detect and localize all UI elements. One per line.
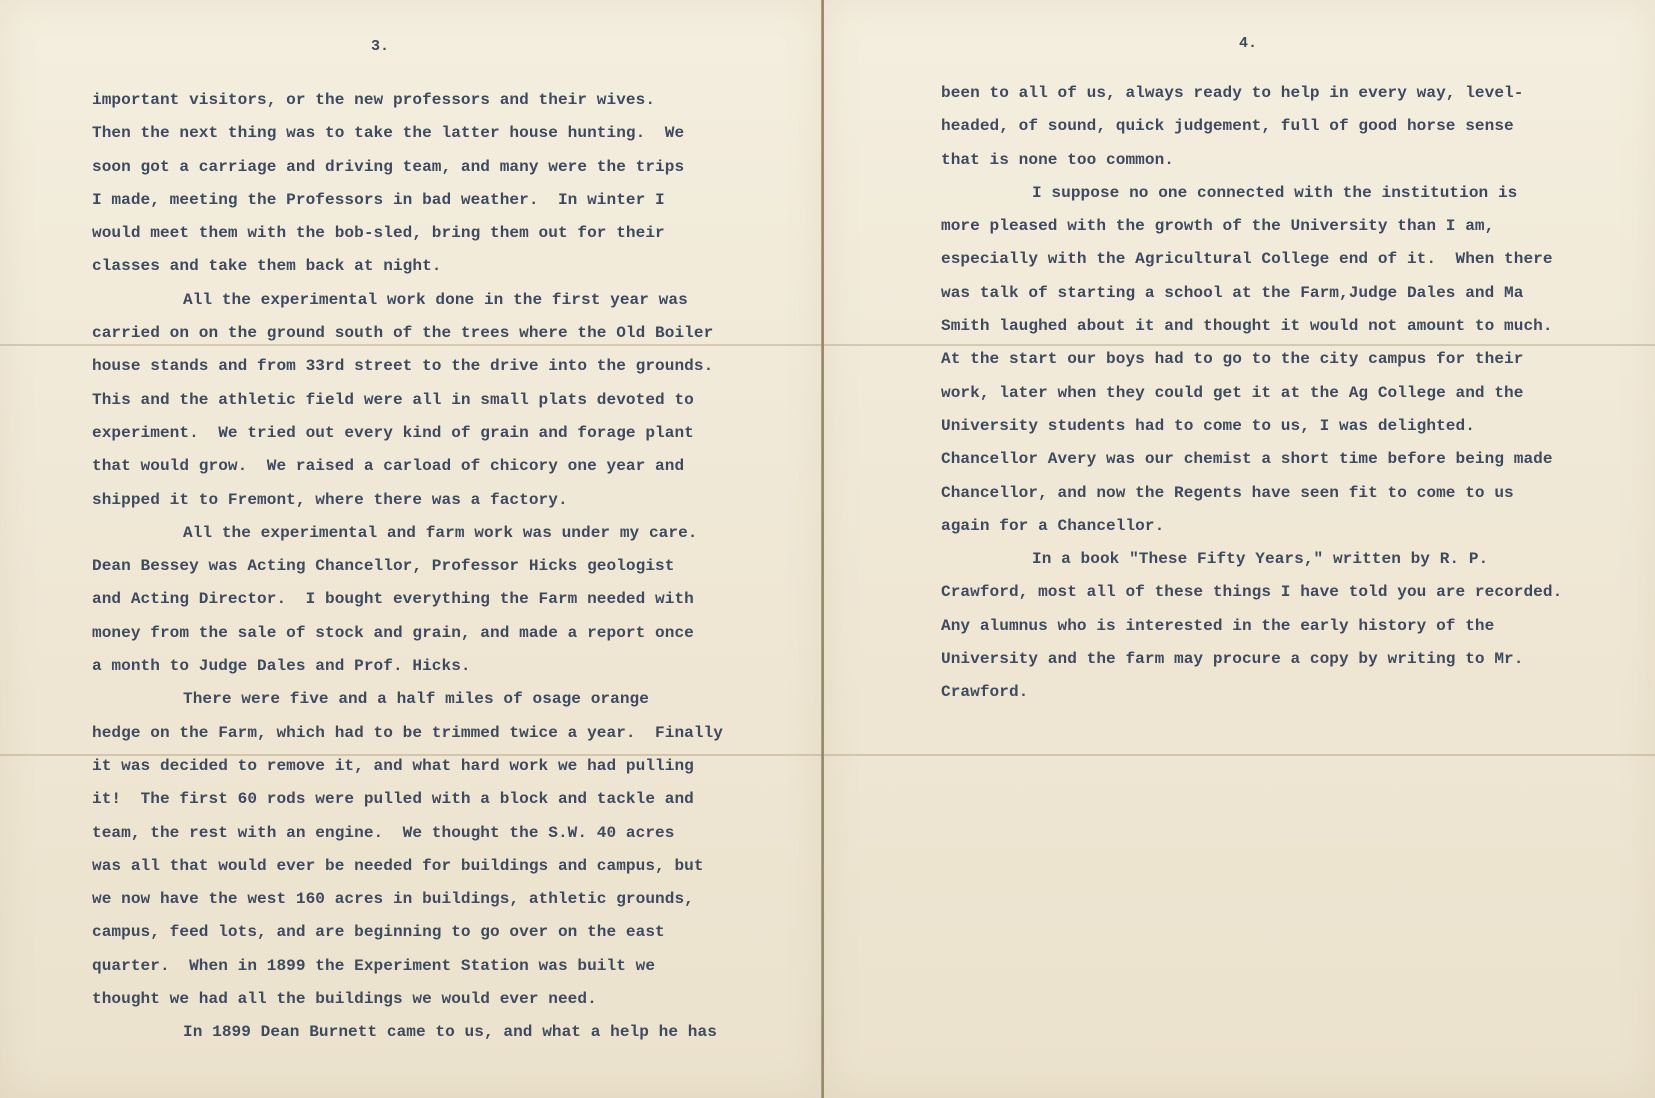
text-line: more pleased with the growth of the University than I am, — [941, 217, 1495, 236]
text-line: especially with the Agricultural College end of it. When there — [941, 250, 1553, 269]
text-line: work, later when they could get it at the Ag College and the — [941, 383, 1524, 402]
text-line: it was decided to remove it, and what hard work we had pulling — [92, 756, 694, 775]
text-line: I made, meeting the Professors in bad weather. In winter I — [92, 190, 665, 209]
page-4-body — [941, 77, 1562, 710]
text-line: that would grow. We raised a carload of chicory one year and — [92, 457, 685, 476]
text-line: This and the athletic field were all in small plats devoted to — [92, 390, 694, 409]
page-3 — [0, 0, 822, 1098]
text-line: it! The first 60 rods were pulled with a block and tackle and — [92, 790, 694, 809]
text-line: was all that would ever be needed for buildings and campus, but — [92, 856, 704, 875]
text-line: house stands and from 33rd street to the drive into the grounds. — [92, 357, 714, 376]
text-line: University students had to come to us, I was delighted. — [941, 416, 1475, 435]
text-line: we now have the west 160 acres in buildings, athletic grounds, — [92, 890, 694, 909]
text-line: would meet them with the bob-sled, bring them out for their — [92, 224, 665, 243]
text-line: In 1899 Dean Burnett came to us, and what a help he has — [183, 1023, 717, 1042]
text-line: There were five and a half miles of osage orange — [183, 690, 649, 709]
text-line: headed, of sound, quick judgement, full of good horse sense — [941, 117, 1514, 136]
text-line: At the start our boys had to go to the city campus for their — [941, 350, 1524, 369]
text-line: In a book "These Fifty Years," written by R. P. — [1032, 550, 1489, 569]
text-line: and Acting Director. I bought everything the Farm needed with — [92, 590, 694, 609]
text-line: was talk of starting a school at the Farm,Judge Dales and Ma — [941, 283, 1524, 302]
text-line: Chancellor Avery was our chemist a short time before being made — [941, 450, 1553, 469]
text-line: campus, feed lots, and are beginning to go over on the east — [92, 923, 665, 942]
text-line: important visitors, or the new professors and their wives. — [92, 91, 656, 109]
text-line: Crawford, most all of these things I have told you are recorded. — [941, 583, 1563, 602]
page-number: 4. — [1239, 35, 1258, 52]
text-line: money from the sale of stock and grain, and made a report once — [92, 623, 694, 642]
page-4 — [824, 0, 1655, 1098]
text-line: a month to Judge Dales and Prof. Hicks. — [92, 657, 471, 676]
text-line: All the experimental and farm work was under my care. — [183, 523, 698, 542]
text-line: classes and take them back at night. — [92, 257, 442, 276]
page-number: 3. — [371, 38, 390, 55]
text-line: University and the farm may procure a copy by writing to Mr. — [941, 650, 1524, 669]
text-line: soon got a carriage and driving team, and many were the trips — [92, 157, 685, 176]
text-line: thought we had all the buildings we would ever need. — [92, 990, 597, 1009]
text-line: again for a Chancellor. — [941, 516, 1165, 535]
text-line: Smith laughed about it and thought it would not amount to much. — [941, 317, 1553, 336]
text-line: experiment. We tried out every kind of grain and forage plant — [92, 423, 694, 442]
paper-fold-line — [0, 344, 1655, 346]
text-line: Dean Bessey was Acting Chancellor, Professor Hicks geologist — [92, 557, 675, 576]
text-line: All the experimental work done in the first year was — [183, 290, 688, 309]
text-line: I suppose no one connected with the institution is — [1032, 183, 1518, 202]
text-line: been to all of us, always ready to help in every way, level- — [941, 84, 1524, 102]
text-line: hedge on the Farm, which had to be trimmed twice a year. Finally — [92, 723, 724, 742]
text-line: quarter. When in 1899 the Experiment Station was built we — [92, 956, 656, 975]
text-line: team, the rest with an engine. We thought the S.W. 40 acres — [92, 823, 675, 842]
text-line: Then the next thing was to take the latter house hunting. We — [92, 124, 685, 143]
text-line: Crawford. — [941, 683, 1029, 702]
text-line: that is none too common. — [941, 150, 1174, 169]
page-3-body — [92, 84, 723, 1050]
text-line: Any alumnus who is interested in the early history of the — [941, 616, 1495, 635]
paper-fold-line — [0, 754, 1655, 756]
text-line: Chancellor, and now the Regents have seen fit to come to us — [941, 483, 1514, 502]
text-line: shipped it to Fremont, where there was a factory. — [92, 490, 568, 509]
text-line: carried on on the ground south of the trees where the Old Boiler — [92, 324, 714, 343]
